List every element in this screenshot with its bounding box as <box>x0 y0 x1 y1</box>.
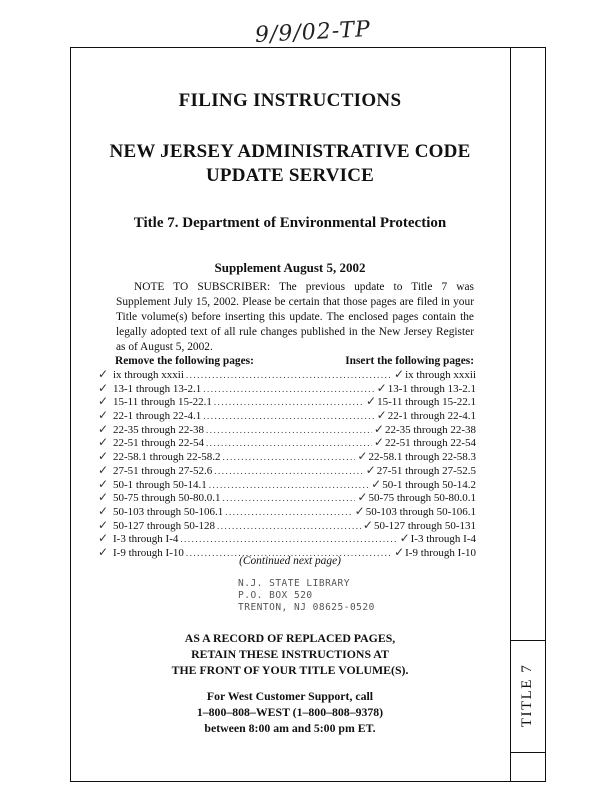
pages-column-headers <box>115 355 474 369</box>
check-mark-icon: ✓ <box>98 421 109 436</box>
remove-page-range: 50-103 through 50-106.1 <box>113 505 224 518</box>
insert-page-range: 13-1 through 13-2.1 <box>387 382 476 395</box>
page-range-row <box>98 532 476 546</box>
page-range-row <box>98 491 476 505</box>
dot-leader <box>217 520 361 533</box>
insert-pages-header: Insert the following pages: <box>345 355 474 367</box>
remove-page-range: ix through xxxii <box>113 369 184 381</box>
title-tab <box>512 650 544 740</box>
page-range-row <box>98 478 476 492</box>
insert-page-range: 22-58.1 through 22-58.3 <box>368 451 476 464</box>
support-line: 1–800–808–WEST (1–800–808–9378) <box>196 705 384 719</box>
support-line: between 8:00 am and 5:00 pm ET. <box>204 721 376 735</box>
insert-page-range: 22-51 through 22-54 <box>384 437 476 450</box>
check-mark-icon: ✓ <box>98 408 109 423</box>
remove-page-range: 50-1 through 50-14.1 <box>113 478 207 491</box>
dot-leader <box>214 396 364 409</box>
dot-leader <box>225 506 352 519</box>
code-title-line: UPDATE SERVICE <box>205 165 375 186</box>
remove-page-range: 13-1 through 13-2.1 <box>113 382 202 395</box>
check-mark-icon: ✓ <box>354 503 365 518</box>
dot-leader <box>206 437 372 450</box>
dot-leader <box>223 451 356 464</box>
subscriber-note <box>116 280 474 355</box>
page-range-row <box>98 450 476 464</box>
insert-page-range: 50-127 through 50-131 <box>373 519 476 532</box>
insert-page-range: 22-35 through 22-38 <box>384 423 476 436</box>
check-mark-icon: ✓ <box>98 476 109 491</box>
check-mark-icon: ✓ <box>98 367 109 381</box>
insert-page-range: 50-1 through 50-14.2 <box>382 478 476 491</box>
subscriber-note-text: NOTE TO SUBSCRIBER: The previous update to Title 7 was Supplement July 15, 2002. Please be certain that those pages are filed in your Title volume(s) before inserting this update. The enclosed pages contain the legally adopted text of all rule changes published in the New Jersey Register as of August 5, 2002. <box>116 281 474 353</box>
continued-note: (Continued next page) <box>239 555 341 567</box>
check-mark-icon: ✓ <box>98 394 109 409</box>
insert-page-range: 50-103 through 50-106.1 <box>365 505 476 518</box>
page-range-row <box>98 464 476 478</box>
stamp-line: N.J. STATE LIBRARY <box>238 578 350 589</box>
check-mark-icon: ✓ <box>371 476 382 491</box>
remove-page-range: I-3 through I-4 <box>113 533 179 546</box>
check-mark-icon: ✓ <box>373 421 384 436</box>
support-line: For West Customer Support, call <box>206 689 374 703</box>
dot-leader <box>180 533 397 546</box>
record-instructions <box>95 630 485 678</box>
tab-divider <box>510 752 546 753</box>
page-range-row <box>98 436 476 450</box>
check-mark-icon: ✓ <box>394 367 405 381</box>
check-mark-icon: ✓ <box>98 449 109 464</box>
remove-page-range: 50-127 through 50-128 <box>113 519 216 532</box>
check-mark-icon: ✓ <box>98 544 109 559</box>
record-line: THE FRONT OF YOUR TITLE VOLUME(S). <box>171 663 409 677</box>
insert-page-range: 50-75 through 50-80.0.1 <box>368 492 476 505</box>
record-line: AS A RECORD OF REPLACED PAGES, <box>184 631 396 645</box>
insert-page-range: ix through xxxii <box>405 369 476 381</box>
check-mark-icon: ✓ <box>98 503 109 518</box>
check-mark-icon: ✓ <box>373 435 384 450</box>
insert-page-range: 27-51 through 27-52.5 <box>376 464 476 477</box>
remove-page-range: I-9 through I-10 <box>113 546 184 559</box>
dot-leader <box>223 492 356 505</box>
page-range-row <box>98 409 476 423</box>
department-title: Title 7. Department of Environmental Protection <box>133 215 447 231</box>
stamp-line: TRENTON, NJ 08625-0520 <box>238 602 375 613</box>
remove-page-range: 22-1 through 22-4.1 <box>113 410 202 423</box>
pages-list <box>98 368 476 560</box>
page-range-row <box>98 395 476 409</box>
page-range-row <box>98 382 476 396</box>
customer-support <box>95 688 485 736</box>
check-mark-icon: ✓ <box>394 544 405 559</box>
handwritten-date-note: 9/9/02-TP <box>254 16 372 49</box>
page-range-row <box>98 519 476 533</box>
dot-leader <box>186 369 392 382</box>
check-mark-icon: ✓ <box>376 380 387 395</box>
check-mark-icon: ✓ <box>98 531 109 546</box>
remove-page-range: 22-51 through 22-54 <box>113 437 205 450</box>
page-range-row <box>98 423 476 437</box>
remove-page-range: 15-11 through 15-22.1 <box>113 396 212 409</box>
check-mark-icon: ✓ <box>98 462 109 477</box>
remove-pages-header: Remove the following pages: <box>115 355 254 367</box>
dot-leader <box>206 424 372 437</box>
record-line: RETAIN THESE INSTRUCTIONS AT <box>191 647 389 661</box>
code-title <box>95 140 485 188</box>
insert-page-range: 22-1 through 22-4.1 <box>387 410 476 423</box>
check-mark-icon: ✓ <box>366 394 377 409</box>
dot-leader <box>203 410 374 423</box>
library-stamp <box>238 578 375 614</box>
supplement-date: Supplement August 5, 2002 <box>214 260 366 275</box>
check-mark-icon: ✓ <box>98 435 109 450</box>
code-title-line: NEW JERSEY ADMINISTRATIVE CODE <box>109 141 471 162</box>
filing-instructions-heading: FILING INSTRUCTIONS <box>178 90 402 111</box>
insert-page-range: 15-11 through 15-22.1 <box>377 396 476 409</box>
check-mark-icon: ✓ <box>399 531 410 546</box>
check-mark-icon: ✓ <box>98 490 109 505</box>
check-mark-icon: ✓ <box>376 408 387 423</box>
page-range-row <box>98 368 476 382</box>
check-mark-icon: ✓ <box>362 517 373 532</box>
dot-leader <box>203 383 374 396</box>
remove-page-range: 27-51 through 27-52.6 <box>113 464 213 477</box>
tab-divider <box>510 640 546 641</box>
remove-page-range: 22-58.1 through 22-58.2 <box>113 451 221 464</box>
check-mark-icon: ✓ <box>98 517 109 532</box>
title-tab-label: TITLE 7 <box>519 663 536 727</box>
insert-page-range: I-3 through I-4 <box>410 533 476 546</box>
dot-leader <box>214 465 363 478</box>
check-mark-icon: ✓ <box>357 449 368 464</box>
insert-page-range: I-9 through I-10 <box>405 546 476 559</box>
page-range-row <box>98 505 476 519</box>
stamp-line: P.O. BOX 520 <box>238 590 313 601</box>
check-mark-icon: ✓ <box>98 380 109 395</box>
dot-leader <box>209 479 369 492</box>
check-mark-icon: ✓ <box>365 462 376 477</box>
remove-page-range: 50-75 through 50-80.0.1 <box>113 492 221 505</box>
remove-page-range: 22-35 through 22-38 <box>113 423 205 436</box>
check-mark-icon: ✓ <box>357 490 368 505</box>
